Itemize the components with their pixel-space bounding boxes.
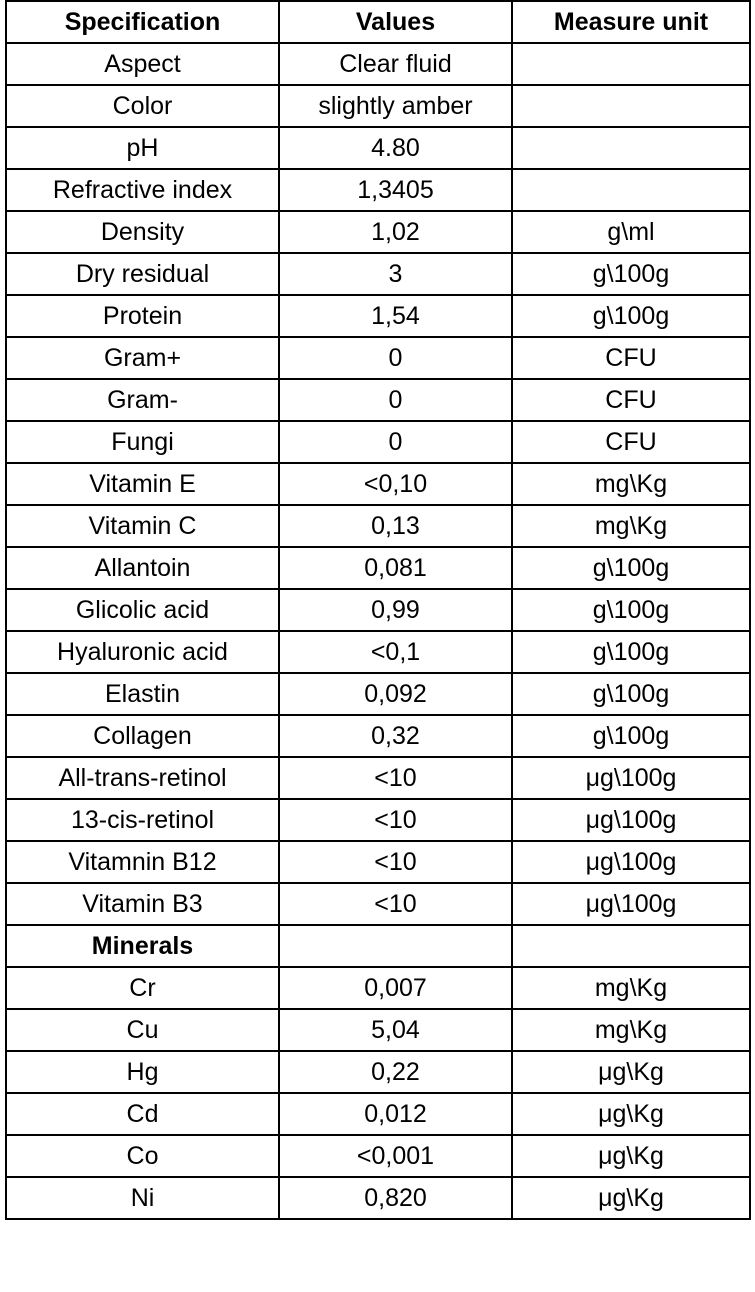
- table-row: [6, 1093, 750, 1135]
- header-values: Values: [279, 1, 512, 43]
- spec-cell: Ni: [6, 1177, 279, 1219]
- unit-cell: mg\Kg: [512, 967, 750, 1009]
- unit-cell: μg\Kg: [512, 1177, 750, 1219]
- table-row: [6, 673, 750, 715]
- table-row: [6, 421, 750, 463]
- table-row: [6, 799, 750, 841]
- spec-cell: Aspect: [6, 43, 279, 85]
- table-row: [6, 1009, 750, 1051]
- table-body: [6, 43, 750, 1219]
- spec-cell: Collagen: [6, 715, 279, 757]
- value-cell: <10: [279, 799, 512, 841]
- spec-cell: Co: [6, 1135, 279, 1177]
- value-cell: 0,007: [279, 967, 512, 1009]
- table-row: [6, 169, 750, 211]
- specification-table: [5, 0, 751, 1220]
- value-cell: 5,04: [279, 1009, 512, 1051]
- value-cell: 0: [279, 379, 512, 421]
- unit-cell: CFU: [512, 379, 750, 421]
- spec-cell: Minerals: [6, 925, 279, 967]
- unit-cell: μg\100g: [512, 841, 750, 883]
- unit-cell: mg\Kg: [512, 463, 750, 505]
- value-cell: <10: [279, 757, 512, 799]
- unit-cell: μg\Kg: [512, 1051, 750, 1093]
- value-cell: 0: [279, 421, 512, 463]
- value-cell: 0,092: [279, 673, 512, 715]
- value-cell: [279, 925, 512, 967]
- table-row: [6, 43, 750, 85]
- spec-cell: Color: [6, 85, 279, 127]
- table-row: [6, 253, 750, 295]
- spec-cell: Vitamin B3: [6, 883, 279, 925]
- table-row: [6, 505, 750, 547]
- value-cell: 0,081: [279, 547, 512, 589]
- table-row: [6, 631, 750, 673]
- unit-cell: μg\100g: [512, 757, 750, 799]
- spec-cell: Vitamnin B12: [6, 841, 279, 883]
- spec-cell: All-trans-retinol: [6, 757, 279, 799]
- unit-cell: CFU: [512, 337, 750, 379]
- table-row: [6, 337, 750, 379]
- unit-cell: g\100g: [512, 715, 750, 757]
- table-row: [6, 1135, 750, 1177]
- spec-cell: Cu: [6, 1009, 279, 1051]
- unit-cell: [512, 127, 750, 169]
- value-cell: 0,32: [279, 715, 512, 757]
- unit-cell: g\100g: [512, 673, 750, 715]
- value-cell: <0,1: [279, 631, 512, 673]
- value-cell: <0,001: [279, 1135, 512, 1177]
- unit-cell: [512, 85, 750, 127]
- table-row: [6, 379, 750, 421]
- value-cell: 3: [279, 253, 512, 295]
- unit-cell: μg\Kg: [512, 1135, 750, 1177]
- value-cell: 1,3405: [279, 169, 512, 211]
- table-row: [6, 85, 750, 127]
- spec-cell: Allantoin: [6, 547, 279, 589]
- unit-cell: [512, 169, 750, 211]
- unit-cell: g\ml: [512, 211, 750, 253]
- unit-cell: μg\100g: [512, 883, 750, 925]
- spec-cell: Vitamin C: [6, 505, 279, 547]
- unit-cell: g\100g: [512, 547, 750, 589]
- value-cell: <10: [279, 841, 512, 883]
- spec-cell: Fungi: [6, 421, 279, 463]
- unit-cell: μg\Kg: [512, 1093, 750, 1135]
- unit-cell: CFU: [512, 421, 750, 463]
- value-cell: 0,99: [279, 589, 512, 631]
- spec-cell: Gram-: [6, 379, 279, 421]
- spec-cell: Hg: [6, 1051, 279, 1093]
- spec-cell: Protein: [6, 295, 279, 337]
- header-row: [6, 1, 750, 43]
- table-row: [6, 715, 750, 757]
- header-specification: Specification: [6, 1, 279, 43]
- table-row: [6, 841, 750, 883]
- unit-cell: g\100g: [512, 589, 750, 631]
- spec-cell: Vitamin E: [6, 463, 279, 505]
- unit-cell: mg\Kg: [512, 505, 750, 547]
- spec-cell: Elastin: [6, 673, 279, 715]
- spec-cell: Dry residual: [6, 253, 279, 295]
- value-cell: <0,10: [279, 463, 512, 505]
- value-cell: 4.80: [279, 127, 512, 169]
- table-row: [6, 547, 750, 589]
- table-header: [6, 1, 750, 43]
- unit-cell: [512, 925, 750, 967]
- value-cell: 1,02: [279, 211, 512, 253]
- unit-cell: g\100g: [512, 295, 750, 337]
- value-cell: 0,13: [279, 505, 512, 547]
- spec-cell: Density: [6, 211, 279, 253]
- value-cell: 1,54: [279, 295, 512, 337]
- value-cell: Clear fluid: [279, 43, 512, 85]
- spec-cell: 13-cis-retinol: [6, 799, 279, 841]
- value-cell: 0,012: [279, 1093, 512, 1135]
- spec-cell: Cr: [6, 967, 279, 1009]
- section-row: [6, 925, 750, 967]
- spec-cell: Cd: [6, 1093, 279, 1135]
- table-row: [6, 883, 750, 925]
- spec-cell: Gram+: [6, 337, 279, 379]
- unit-cell: μg\100g: [512, 799, 750, 841]
- spec-cell: Glicolic acid: [6, 589, 279, 631]
- table-row: [6, 1177, 750, 1219]
- table-row: [6, 295, 750, 337]
- value-cell: slightly amber: [279, 85, 512, 127]
- table-row: [6, 589, 750, 631]
- unit-cell: g\100g: [512, 253, 750, 295]
- value-cell: 0,820: [279, 1177, 512, 1219]
- table-row: [6, 211, 750, 253]
- unit-cell: g\100g: [512, 631, 750, 673]
- unit-cell: mg\Kg: [512, 1009, 750, 1051]
- spec-cell: pH: [6, 127, 279, 169]
- table-row: [6, 463, 750, 505]
- unit-cell: [512, 43, 750, 85]
- table-row: [6, 757, 750, 799]
- value-cell: 0: [279, 337, 512, 379]
- value-cell: 0,22: [279, 1051, 512, 1093]
- table-row: [6, 127, 750, 169]
- value-cell: <10: [279, 883, 512, 925]
- spec-cell: Hyaluronic acid: [6, 631, 279, 673]
- table-row: [6, 967, 750, 1009]
- header-measure-unit: Measure unit: [512, 1, 750, 43]
- spec-cell: Refractive index: [6, 169, 279, 211]
- table-row: [6, 1051, 750, 1093]
